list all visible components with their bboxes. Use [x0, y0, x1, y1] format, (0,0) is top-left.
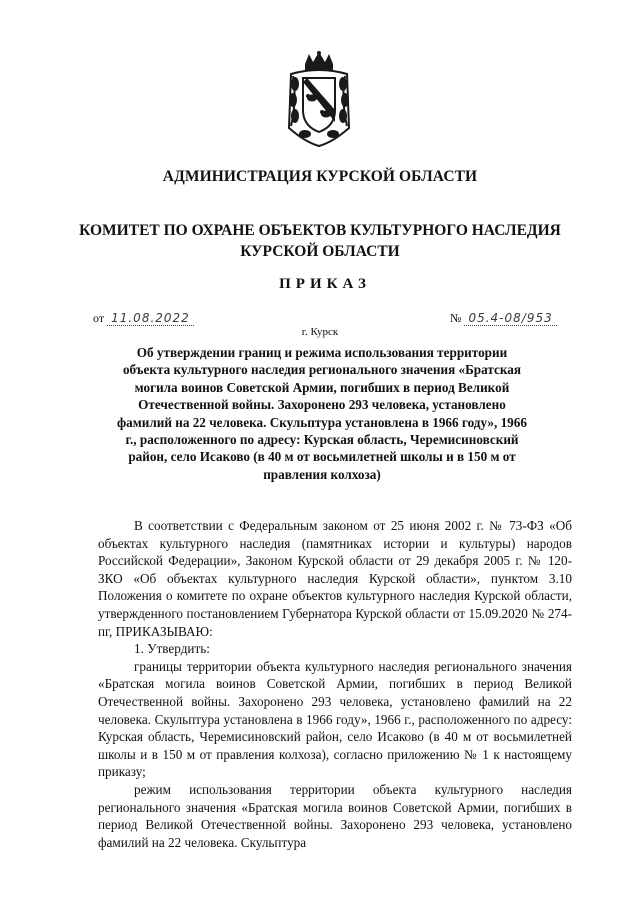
approve-clause: 1. Утвердить: [134, 641, 210, 657]
city-label: г. Курск [301, 326, 339, 338]
usage-regime-paragraph: режим использования территории объекта культурного наследия регионального значения «Братская могила воинов Советской Армии, погибших в период Великой Отечественной войны. Захоронено 293 человека, установлено фамилий на 22 человека. Скульптура [98, 781, 572, 850]
order-date [93, 311, 194, 326]
number-prefix: № [450, 311, 462, 325]
committee-title: КОМИТЕТ ПО ОХРАНЕ ОБЪЕКТОВ КУЛЬТУРНОГО НАСЛЕДИЯ КУРСКОЙ ОБЛАСТИ [79, 222, 561, 260]
administration-title: АДМИНИСТРАЦИЯ КУРСКОЙ ОБЛАСТИ [162, 168, 478, 185]
boundaries-paragraph: границы территории объекта культурного наследия регионального значения «Братская могила воинов Советской Армии, погибших в период Великой Отечественной войны. Захоронено 293 человека, установлено фамилий на 22 человека. Скульптура установлена в 1966 году», 1966 г., расположенного по адресу: Курская область, Черемисиновский район, село Исаково (в 40 м от восьмилетней школы и в 150 м от правления колхоза), согласно приложению № 1 к настоящему приказу; [98, 658, 572, 780]
coat-of-arms-icon [283, 50, 355, 150]
order-number [450, 311, 557, 326]
preamble-paragraph: В соответствии с Федеральным законом от 25 июня 2002 г. № 73-ФЗ «Об объектах культурного наследия (памятниках истории и культуры) народов Российской Федерации», Законом Курской области от 29 декабря 2005 г. № 120-ЗКО «Об объектах культурного наследия Курской области», пунктом 3.10 Положения о комитете по охране объектов культурного наследия Курской области, утвержденного постановлением Губернатора Курской области от 15.09.2020 № 274-пг, ПРИКАЗЫВАЮ: [98, 518, 572, 639]
order-subject: Об утверждении границ и режима использования территории объекта культурного наследия регионального значения «Братская могила воинов Советской Армии, погибших в период Великой Отечественной войны. Захоронено 293 человека, установлено фамилий на 22 человека. Скульптура установлена в 1966 году», 1966 г., расположенного по адресу: Курская область, Черемисиновский район, село Исаково (в 40 м от восьмилетней школы и в 150 м от правления колхоза) [117, 345, 527, 482]
number-value: 05.4-08/953 [464, 311, 556, 326]
date-value: 11.08.2022 [107, 311, 194, 326]
document-type-title: ПРИКАЗ [279, 276, 371, 292]
date-prefix: от [93, 311, 105, 325]
order-body [98, 517, 572, 851]
